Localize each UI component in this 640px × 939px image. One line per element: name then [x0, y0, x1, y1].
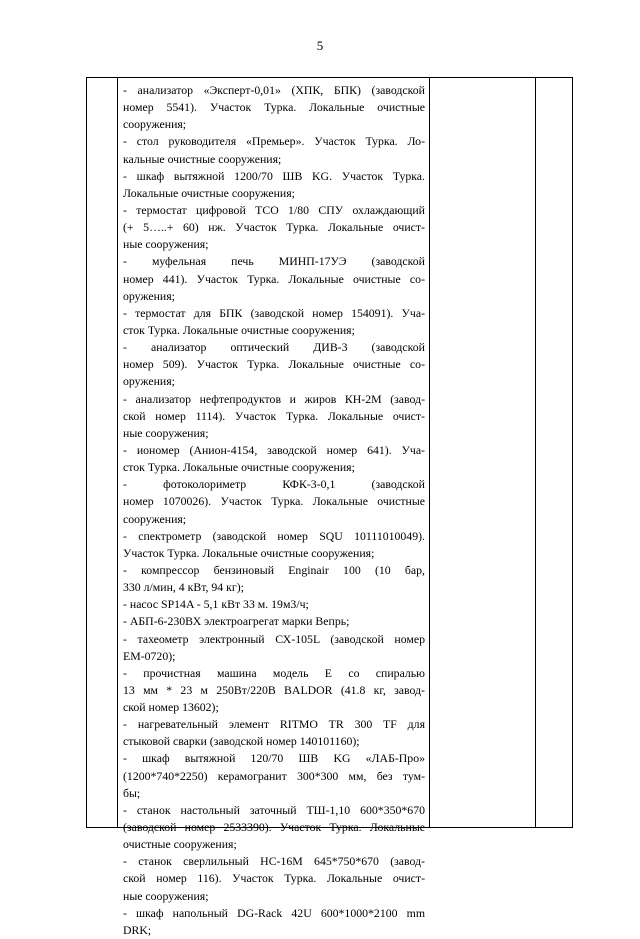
equipment-line: (заводской номер 2533390). Участок Турка. Локальные [123, 820, 425, 835]
equipment-line: - иономер (Анион-4154, заводской номер 641). Уча- [123, 442, 425, 457]
equipment-line: оружения; [123, 288, 175, 303]
equipment-line: - нагревательный элемент RITMO TR 300 TF для [123, 717, 425, 732]
equipment-line: номер 1070026). Участок Турка. Локальные очистные [123, 494, 425, 509]
equipment-line: - АБП-6-230ВХ электроагрегат марки Вепрь; [123, 614, 350, 629]
equipment-line: кальные очистные сооружения; [123, 151, 282, 166]
equipment-line: - термостат цифровой ТСО 1/80 СПУ охлаждающий [123, 202, 425, 217]
equipment-line: - шкаф вытяжной 1200/70 ШВ KG. Участок Турка. [123, 168, 425, 183]
equipment-line: - тахеометр электронный СХ-105L (заводской номер [123, 631, 425, 646]
equipment-line: - компрессор бензиновый Enginair 100 (10 бар, [123, 562, 425, 577]
equipment-line: ской номер 116). Участок Турка. Локальные очист- [123, 871, 425, 886]
equipment-line: (+ 5…..+ 60) нж. Участок Турка. Локальные очист- [123, 220, 425, 235]
equipment-line: - стол руководителя «Премьер». Участок Турка. Ло- [123, 134, 425, 149]
equipment-line: - муфельная печь МИНП-17УЭ (заводской [123, 254, 425, 269]
equipment-line: стыковой сварки (заводской номер 140101160); [123, 734, 360, 749]
equipment-line: - анализатор нефтепродуктов и жиров КН-2М (завод- [123, 391, 425, 406]
column-divider-3 [535, 78, 536, 827]
equipment-line: сооружения; [123, 511, 187, 526]
equipment-line: 13 мм * 23 м 250Вт/220В BALDOR (41.8 кг, завод- [123, 682, 425, 697]
equipment-line: - спектрометр (заводской номер SQU 10111010049). [123, 528, 425, 543]
equipment-line: - анализатор оптический ДИВ-3 (заводской [123, 340, 425, 355]
equipment-line: - термостат для БПК (заводской номер 154091). Уча- [123, 305, 425, 320]
equipment-line: - фотоколориметр КФК-3-0,1 (заводской [123, 477, 425, 492]
equipment-line: номер 5541). Участок Турка. Локальные очистные [123, 100, 425, 115]
equipment-line: - анализатор «Эксперт-0,01» (ХПК, БПК) (заводской [123, 83, 425, 97]
equipment-line: - насос SP14A - 5,1 кВт 33 м. 19м3/ч; [123, 597, 309, 612]
equipment-line: (1200*740*2250) керамогранит 300*300 мм, без тум- [123, 768, 425, 783]
equipment-line: EM-0720); [123, 648, 176, 663]
equipment-line: сооружения; [123, 117, 187, 132]
equipment-line: - шкаф вытяжной 120/70 ШВ KG «ЛАБ-Про» [123, 751, 425, 766]
equipment-line: DRK; [123, 922, 152, 937]
equipment-line: Участок Турка. Локальные очистные сооружения; [123, 545, 375, 560]
equipment-line: ные сооружения; [123, 237, 209, 252]
equipment-line: ской номер 1114). Участок Турка. Локальные очист- [123, 408, 425, 423]
equipment-line: номер 441). Участок Турка. Локальные очистные со- [123, 271, 425, 286]
equipment-line: - шкаф напольный DG-Rack 42U 600*1000*2100 mm [123, 905, 425, 920]
column-divider-1 [117, 78, 118, 827]
equipment-line: 330 л/мин, 4 кВт, 94 кг); [123, 580, 244, 595]
equipment-line: Локальные очистные сооружения; [123, 185, 295, 200]
equipment-line: бы; [123, 785, 141, 800]
equipment-line: номер 509). Участок Турка. Локальные очистные со- [123, 357, 425, 372]
equipment-line: - прочистная машина модель Е со спиралью [123, 665, 425, 680]
equipment-line: ской номер 13602); [123, 700, 219, 715]
equipment-line: оружения; [123, 374, 175, 389]
equipment-list-cell [123, 82, 425, 939]
equipment-line: очистные сооружения; [123, 837, 237, 852]
equipment-table [86, 77, 573, 937]
column-divider-2 [429, 78, 430, 827]
equipment-line: сток Турка. Локальные очистные сооружения; [123, 460, 355, 475]
page-number: 5 [316, 38, 324, 53]
equipment-line: ные сооружения; [123, 425, 209, 440]
equipment-line: ные сооружения; [123, 888, 209, 903]
equipment-line: - станок сверлильный НС-16М 645*750*670 (завод- [123, 854, 425, 869]
equipment-line: сток Турка. Локальные очистные сооружения; [123, 322, 355, 337]
equipment-line: - станок настольный заточный ТШ-1,10 600*350*670 [123, 802, 425, 817]
